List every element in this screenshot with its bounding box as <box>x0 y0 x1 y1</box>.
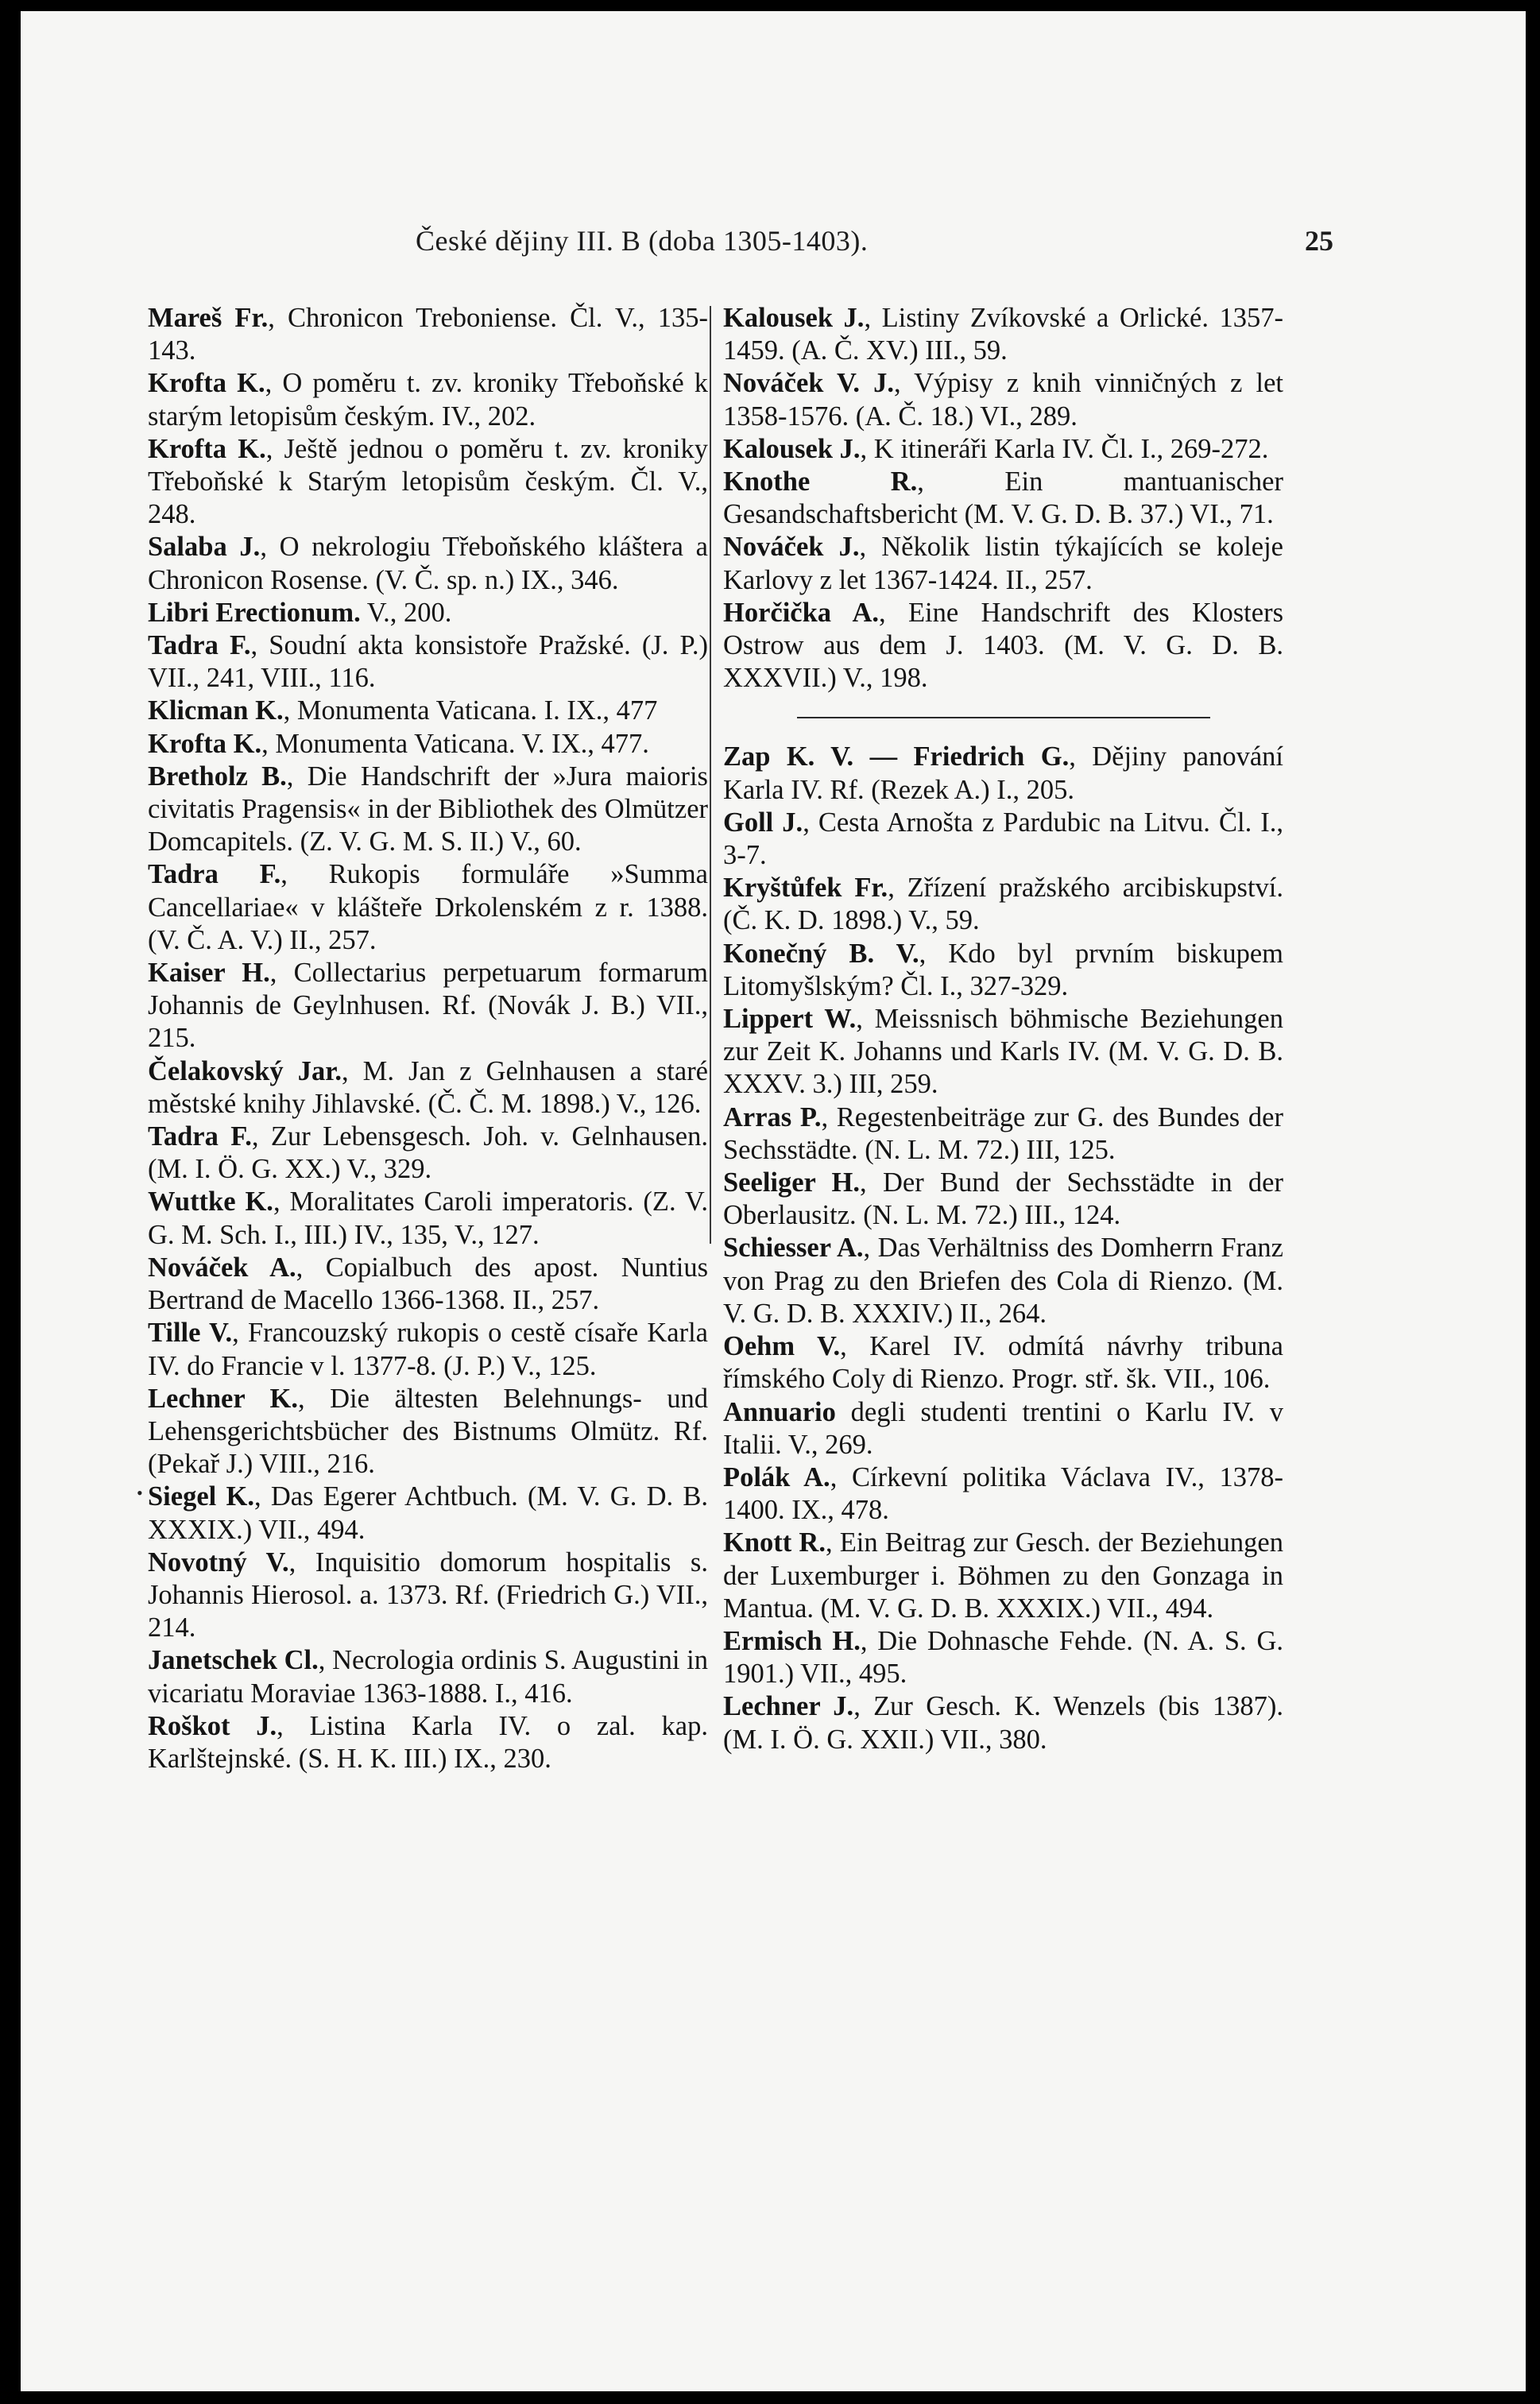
bibliography-entry <box>723 466 1283 531</box>
entry-author: Horčička A. <box>723 597 880 628</box>
entry-text: , Listina Karla IV. o zal. kap. Karlštejnské. (S. H. K. III.) IX., 230. <box>148 1710 708 1774</box>
entry-author: Salaba J. <box>148 532 261 563</box>
entry-text: , O nekrologiu Třeboňského kláštera a Chronicon Rosense. (V. Č. sp. n.) IX., 346. <box>148 532 708 595</box>
column-divider <box>710 306 711 1244</box>
entry-author: Ermisch H. <box>723 1625 861 1656</box>
entry-text: , Das Verhältniss des Domherrn Franz von Prag zu den Briefen des Cola di Rienzo. (M. V. G. D. B. XXXIV.) II., 264. <box>723 1233 1283 1329</box>
bibliography-entry <box>148 597 708 629</box>
entry-author: Krofta K. <box>148 728 262 759</box>
entry-author: Kaiser H. <box>148 958 270 989</box>
entry-author: Kalousek J. <box>723 433 861 464</box>
entry-text: , Copialbuch des apost. Nuntius Bertrand de Macello 1366-1368. II., 257. <box>148 1252 708 1316</box>
bibliography-entry <box>723 367 1283 432</box>
entry-author: Lechner K. <box>148 1383 298 1414</box>
entry-author: Klicman K. <box>148 695 284 726</box>
entry-author: Nováček J. <box>723 532 860 563</box>
page-header <box>416 224 1333 272</box>
entry-author: Schiesser A. <box>723 1233 864 1264</box>
bibliography-entry <box>148 957 708 1055</box>
bibliography-entry <box>723 1232 1283 1330</box>
bibliography-entry <box>148 1317 708 1382</box>
bibliography-entry <box>723 872 1283 937</box>
entry-author: Bretholz B. <box>148 761 287 792</box>
entry-text: , Kdo byl prvním biskupem Litomyšlským? Čl. I., 327-329. <box>723 938 1283 1001</box>
entry-text: , Zřízení pražského arcibiskupství. (Č. K. D. 1898.) V., 59. <box>723 873 1283 936</box>
entry-author: Knott R. <box>723 1527 826 1558</box>
page-number: 25 <box>1305 225 1333 257</box>
bibliography-entry <box>148 1121 708 1186</box>
entry-text: , Zur Gesch. K. Wenzels (bis 1387). (M. I. Ö. G. XXII.) VII., 380. <box>723 1691 1284 1755</box>
entry-text: , O poměru t. zv. kroniky Třeboňské k starým letopisům českým. IV., 202. <box>148 368 708 432</box>
entry-text: , Monumenta Vaticana. I. IX., 477 <box>283 695 658 726</box>
entry-text: , Die ältesten Belehnungs- und Lehensgerichtsbücher des Bistnums Olmütz. Rf. (Pekař J.) VIII., 216. <box>148 1383 708 1480</box>
bibliography-entry <box>723 1690 1283 1756</box>
entry-author: Knothe R. <box>723 466 918 497</box>
entry-text: , Die Dohnasche Fehde. (N. A. S. G. 1901.) VII., 495. <box>723 1625 1283 1690</box>
bibliography-entry <box>148 728 708 761</box>
bibliography-entry <box>148 433 708 532</box>
entry-author: Polák A. <box>723 1461 830 1492</box>
bibliography-entry <box>148 1055 708 1121</box>
entry-text: , Rukopis formuláře »Summa Cancellariae« v klášteře Drkolenském z r. 1388. (V. Č. A. V.) II., 257. <box>148 859 708 955</box>
entry-text: , Dějiny panování Karla IV. Rf. (Rezek A.) I., 205. <box>723 741 1284 805</box>
bibliography-entry <box>723 938 1283 1003</box>
bibliography-entry <box>148 1186 708 1251</box>
bibliography-entry <box>148 1547 708 1645</box>
entry-text: , M. Jan z Gelnhausen a staré městské knihy Jihlavské. (Č. Č. M. 1898.) V., 126. <box>148 1055 708 1119</box>
entry-text: , Inquisitio domorum hospitalis s. Johannis Hierosol. a. 1373. Rf. (Friedrich G.) VII., 214. <box>148 1547 708 1643</box>
bibliography-entry <box>148 367 708 432</box>
bibliography-entry <box>723 597 1283 695</box>
entry-author: Zap K. V. — Friedrich G. <box>723 741 1070 772</box>
entry-text: , Cesta Arnošta z Pardubic na Litvu. Čl. I., 3-7. <box>723 807 1283 871</box>
section-rule <box>797 717 1210 718</box>
bibliography-entry <box>148 1710 708 1775</box>
bibliography-entry <box>723 741 1283 806</box>
entry-text: , Die Handschrift der »Jura maioris civitatis Pragensis« in der Bibliothek des Olmützer Domcapitels. (Z. V. G. M. S. II.) V., 60. <box>148 761 708 857</box>
running-title: České dějiny III. B (doba 1305-1403). <box>416 225 869 257</box>
entry-text: , Karel IV. odmítá návrhy tribuna římského Coly di Rienzo. Progr. stř. šk. VII., 106. <box>723 1331 1283 1395</box>
entry-author: Nováček V. J. <box>723 368 895 399</box>
bibliography-entry <box>723 531 1283 596</box>
bibliography-entry <box>148 302 708 367</box>
entry-author: Oehm V. <box>723 1331 841 1362</box>
bibliography-entry <box>723 1527 1283 1625</box>
bibliography-entry <box>723 807 1283 872</box>
bibliography-entry <box>148 1252 708 1317</box>
entry-author: Nováček A. <box>148 1252 296 1283</box>
entry-text: degli studenti trentini o Karlu IV. v Italii. V., 269. <box>723 1396 1283 1460</box>
entry-text: , Eine Handschrift des Klosters Ostrow aus dem J. 1403. (M. V. G. D. B. XXXVII.) V., 198. <box>723 597 1283 694</box>
entry-author: Krofta K. <box>148 368 265 399</box>
bibliography-entry <box>723 1101 1283 1167</box>
entry-author: Konečný B. V. <box>723 938 919 969</box>
entry-author: Annuario <box>723 1396 836 1427</box>
entry-text: , K itineráři Karla IV. Čl. I., 269-272. <box>860 433 1269 464</box>
right-column <box>723 302 1283 1756</box>
bibliography-entry <box>723 1461 1283 1527</box>
entry-author: Tadra F. <box>148 630 251 661</box>
entry-text: , Církevní politika Václava IV., 1378-1400. IX., 478. <box>723 1461 1283 1526</box>
entry-author: Čelakovský Jar. <box>148 1055 342 1086</box>
entry-author: Kryštůfek Fr. <box>723 873 888 904</box>
entry-author: Seeliger H. <box>723 1167 861 1198</box>
entry-author: Tadra F. <box>148 1121 252 1152</box>
entry-text: , Collectarius perpetuarum formarum Johannis de Geylnhusen. Rf. (Novák J. B.) VII., 215. <box>148 958 708 1054</box>
entry-author: Tadra F. <box>148 859 281 890</box>
entry-text: , Listiny Zvíkovské a Orlické. 1357-1459. (A. Č. XV.) III., 59. <box>723 303 1283 366</box>
entry-text: , Das Egerer Achtbuch. (M. V. G. D. B. XXXIX.) VII., 494. <box>148 1481 708 1545</box>
entry-author: Lippert W. <box>723 1004 857 1035</box>
entry-author: Kalousek J. <box>723 303 865 333</box>
bibliography-entry <box>148 531 708 596</box>
entry-text: , Meissnisch böhmische Beziehungen zur Zeit K. Johanns und Karls IV. (M. V. G. D. B. XXXV. 3.) III, 259. <box>723 1004 1283 1100</box>
entry-author: Wuttke K. <box>148 1187 273 1217</box>
bibliography-entry <box>148 761 708 859</box>
bibliography-entry <box>148 629 708 695</box>
entry-author: Mareš Fr. <box>148 303 269 333</box>
entry-text: , Necrologia ordinis S. Augustini in vicariatu Moraviae 1363-1888. I., 416. <box>148 1645 708 1709</box>
right-column-top-entries <box>723 302 1283 695</box>
entry-author: Lechner J. <box>723 1691 854 1722</box>
bibliography-entry <box>723 433 1283 466</box>
bibliography-entry <box>723 1003 1283 1101</box>
bibliography-entry <box>148 695 708 727</box>
entry-text: , Der Bund der Sechsstädte in der Oberlausitz. (N. L. M. 72.) III., 124. <box>723 1167 1283 1231</box>
entry-author: Goll J. <box>723 807 803 838</box>
entry-text: , Monumenta Vaticana. V. IX., 477. <box>261 728 649 759</box>
right-column-bottom-entries <box>723 741 1283 1756</box>
entry-author: Libri Erectionum. <box>148 597 361 628</box>
bibliography-entry <box>723 1330 1283 1396</box>
bibliography-entry <box>723 1167 1283 1232</box>
margin-mark: • <box>137 1483 143 1503</box>
entry-text: , Francouzský rukopis o cestě císaře Karla IV. do Francie v l. 1377-8. (J. P.) V., 125. <box>148 1318 708 1381</box>
entry-author: Janetschek Cl. <box>148 1645 319 1676</box>
entry-text: , Několik listin týkajících se koleje Karlovy z let 1367-1424. II., 257. <box>723 532 1283 595</box>
entry-text: , Ein mantuanischer Gesandschaftsbericht (M. V. G. D. B. 37.) VI., 71. <box>723 466 1283 530</box>
entry-author: Arras P. <box>723 1101 822 1132</box>
entry-text: , Ještě jednou o poměru t. zv. kroniky Třeboňské k Starým letopisům českým. Čl. V., 248. <box>148 433 708 530</box>
entry-author: Tille V. <box>148 1318 233 1349</box>
bibliography-entry <box>148 1644 708 1709</box>
bibliography-entry <box>723 302 1283 367</box>
left-column <box>148 302 708 1775</box>
bibliography-entry <box>723 1396 1283 1461</box>
bibliography-entry <box>148 1481 708 1546</box>
entry-author: Krofta K. <box>148 433 266 464</box>
entry-text: V., 200. <box>360 597 452 628</box>
entry-author: Siegel K. <box>148 1481 254 1512</box>
entry-author: Roškot J. <box>148 1710 277 1741</box>
entry-text: , Chronicon Treboniense. Čl. V., 135-143. <box>148 303 708 366</box>
entry-text: , Moralitates Caroli imperatoris. (Z. V. G. M. Sch. I., III.) IV., 135, V., 127. <box>148 1187 708 1250</box>
bibliography-entry <box>723 1625 1283 1690</box>
entry-author: Novotný V. <box>148 1547 289 1578</box>
entry-text: , Zur Lebensgesch. Joh. v. Gelnhausen. (M. I. Ö. G. XX.) V., 329. <box>148 1121 708 1185</box>
entry-text: , Soudní akta konsistoře Pražské. (J. P.) VII., 241, VIII., 116. <box>148 630 708 694</box>
bibliography-entry <box>148 858 708 957</box>
entry-text: , Ein Beitrag zur Gesch. der Beziehungen der Luxemburger i. Böhmen zu den Gonzaga in Mantua. (M. V. G. D. B. XXXIX.) VII., 494. <box>723 1527 1283 1624</box>
bibliography-entry <box>148 1383 708 1481</box>
entry-text: , Výpisy z knih vinničných z let 1358-1576. (A. Č. 18.) VI., 289. <box>723 368 1283 432</box>
entry-text: , Regestenbeiträge zur G. des Bundes der Sechsstädte. (N. L. M. 72.) III, 125. <box>723 1101 1283 1165</box>
